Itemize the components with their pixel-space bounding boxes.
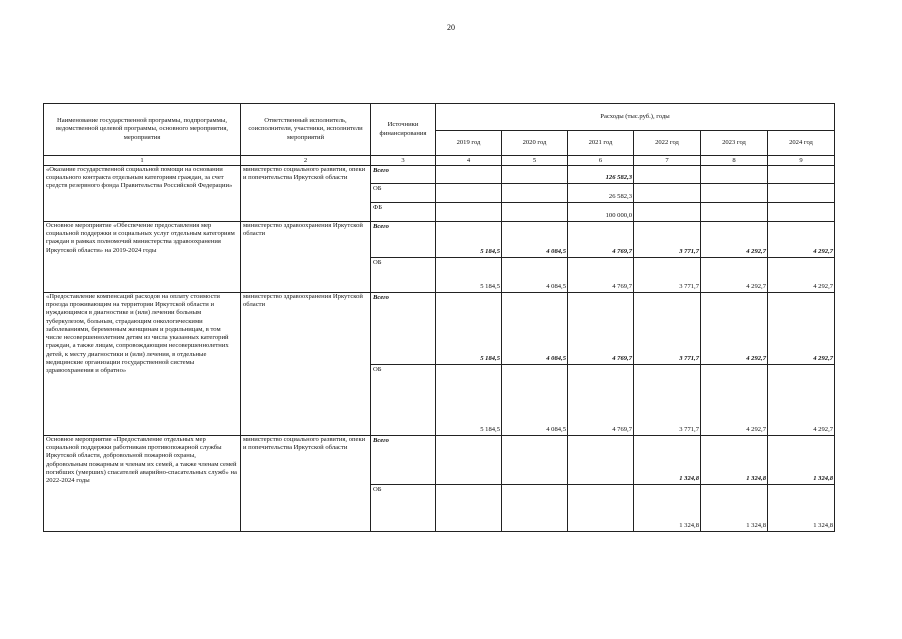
- value-cell: 1 324,8: [701, 485, 768, 532]
- value-cell: 3 771,7: [634, 222, 701, 258]
- col-number: 6: [568, 156, 634, 166]
- header-year: 2023 год: [701, 131, 768, 156]
- table-row: [44, 166, 835, 184]
- value-cell: [701, 203, 768, 222]
- col-number: 1: [44, 156, 241, 166]
- header-name: Наименование государственной программы, подпрограммы, ведомственной целевой программы, основного мероприятия, мероприятия: [44, 104, 241, 156]
- header-source: Источники финансирования: [371, 104, 436, 156]
- value-cell: 5 184,5: [436, 293, 502, 365]
- value-cell: [568, 436, 634, 485]
- value-cell: 4 084,5: [502, 293, 568, 365]
- value-cell: 1 324,8: [634, 485, 701, 532]
- value-cell: 1 324,8: [634, 436, 701, 485]
- value-cell: 100 000,0: [568, 203, 634, 222]
- value-cell: 5 184,5: [436, 222, 502, 258]
- row-responsible: министерство социального развития, опеки и попечительства Иркутской области: [241, 436, 371, 532]
- header-year: 2022 год: [634, 131, 701, 156]
- value-cell: 4 084,5: [502, 365, 568, 436]
- value-cell: 4 084,5: [502, 258, 568, 293]
- col-number: 3: [371, 156, 436, 166]
- value-cell: [701, 166, 768, 184]
- row-responsible: министерство здравоохранения Иркутской области: [241, 293, 371, 436]
- value-cell: 4 292,7: [768, 258, 835, 293]
- col-number: 9: [768, 156, 835, 166]
- table-row: [44, 436, 835, 485]
- value-cell: 5 184,5: [436, 258, 502, 293]
- value-cell: [768, 166, 835, 184]
- value-cell: [502, 485, 568, 532]
- value-cell: [768, 203, 835, 222]
- value-cell: 4 292,7: [701, 258, 768, 293]
- value-cell: [502, 436, 568, 485]
- value-cell: 4 292,7: [701, 293, 768, 365]
- value-cell: 4 292,7: [768, 365, 835, 436]
- page-number: 20: [447, 23, 455, 32]
- value-cell: [436, 436, 502, 485]
- header-expenses: Расходы (тыс.руб.), годы: [436, 104, 835, 131]
- value-cell: [634, 184, 701, 203]
- value-cell: [502, 203, 568, 222]
- value-cell: 1 324,8: [768, 485, 835, 532]
- value-cell: 4 769,7: [568, 293, 634, 365]
- header-responsible: Ответственный исполнитель, соисполнители, участники, исполнители мероприятий: [241, 104, 371, 156]
- value-cell: 4 084,5: [502, 222, 568, 258]
- row-responsible: министерство социального развития, опеки и попечительства Иркутской области: [241, 166, 371, 222]
- row-name: Основное мероприятие «Предоставление отдельных мер социальной поддержки работникам противопожарной службы Иркутской области, добровольной пожарной охраны, добровольным пожарным и членам их семей, а также членам семей погибших (умерших) спасателей аварийно-спасательных служб» на 2022-2024 годы: [44, 436, 241, 532]
- value-cell: [634, 203, 701, 222]
- value-cell: [568, 485, 634, 532]
- row-source: Всего: [371, 166, 436, 184]
- value-cell: [436, 166, 502, 184]
- col-number: 5: [502, 156, 568, 166]
- value-cell: 4 769,7: [568, 222, 634, 258]
- value-cell: 1 324,8: [768, 436, 835, 485]
- value-cell: 1 324,8: [701, 436, 768, 485]
- row-name: «Оказание государственной социальной помощи на основании социального контракта отдельным категориям граждан, за счет средств резервного фонда Правительства Российской Федерации»: [44, 166, 241, 222]
- row-name: «Предоставление компенсаций расходов на оплату стоимости проезда проживающим на территории Иркутской области и нуждающимся в диагностике и (или) лечении больным туберкулезом, больным, страдающим онкологическими заболеваниями, беременным женщинам и родильницам, в том числе несовершеннолетним детям из числа указанных категорий граждан, а также лицам, сопровождающим несовершеннолетних детей, к месту диагностики и (или) лечения, в отдельные медицинские организации государственной системы здравоохранения и обратно»: [44, 293, 241, 436]
- row-source: ОБ: [371, 365, 436, 436]
- row-source: ОБ: [371, 184, 436, 203]
- value-cell: [436, 184, 502, 203]
- row-source: Всего: [371, 436, 436, 485]
- value-cell: 4 769,7: [568, 365, 634, 436]
- header-year: 2021 год: [568, 131, 634, 156]
- header-year: 2024 год: [768, 131, 835, 156]
- row-source: ОБ: [371, 258, 436, 293]
- value-cell: 4 292,7: [768, 293, 835, 365]
- value-cell: [701, 184, 768, 203]
- value-cell: [768, 184, 835, 203]
- value-cell: 5 184,5: [436, 365, 502, 436]
- value-cell: [436, 203, 502, 222]
- value-cell: 3 771,7: [634, 293, 701, 365]
- table-row: [44, 222, 835, 258]
- value-cell: 4 769,7: [568, 258, 634, 293]
- value-cell: [634, 166, 701, 184]
- header-year: 2019 год: [436, 131, 502, 156]
- value-cell: 26 582,3: [568, 184, 634, 203]
- value-cell: 4 292,7: [768, 222, 835, 258]
- table-row: [44, 293, 835, 365]
- row-responsible: министерство здравоохранения Иркутской области: [241, 222, 371, 293]
- col-number: 4: [436, 156, 502, 166]
- col-number: 7: [634, 156, 701, 166]
- value-cell: 3 771,7: [634, 258, 701, 293]
- value-cell: 4 292,7: [701, 222, 768, 258]
- row-name: Основное мероприятие «Обеспечение предоставления мер социальной поддержки и социальных услуг отдельным категориям граждан в рамках полномочий министерства здравоохранения Иркутской области» на 2019-2024 годы: [44, 222, 241, 293]
- header-year: 2020 год: [502, 131, 568, 156]
- row-source: Всего: [371, 222, 436, 258]
- value-cell: 4 292,7: [701, 365, 768, 436]
- program-expenses-table: [43, 103, 835, 532]
- value-cell: 3 771,7: [634, 365, 701, 436]
- row-source: ФБ: [371, 203, 436, 222]
- value-cell: [502, 166, 568, 184]
- value-cell: 126 582,3: [568, 166, 634, 184]
- value-cell: [436, 485, 502, 532]
- col-number: 2: [241, 156, 371, 166]
- row-source: ОБ: [371, 485, 436, 532]
- row-source: Всего: [371, 293, 436, 365]
- value-cell: [502, 184, 568, 203]
- col-number: 8: [701, 156, 768, 166]
